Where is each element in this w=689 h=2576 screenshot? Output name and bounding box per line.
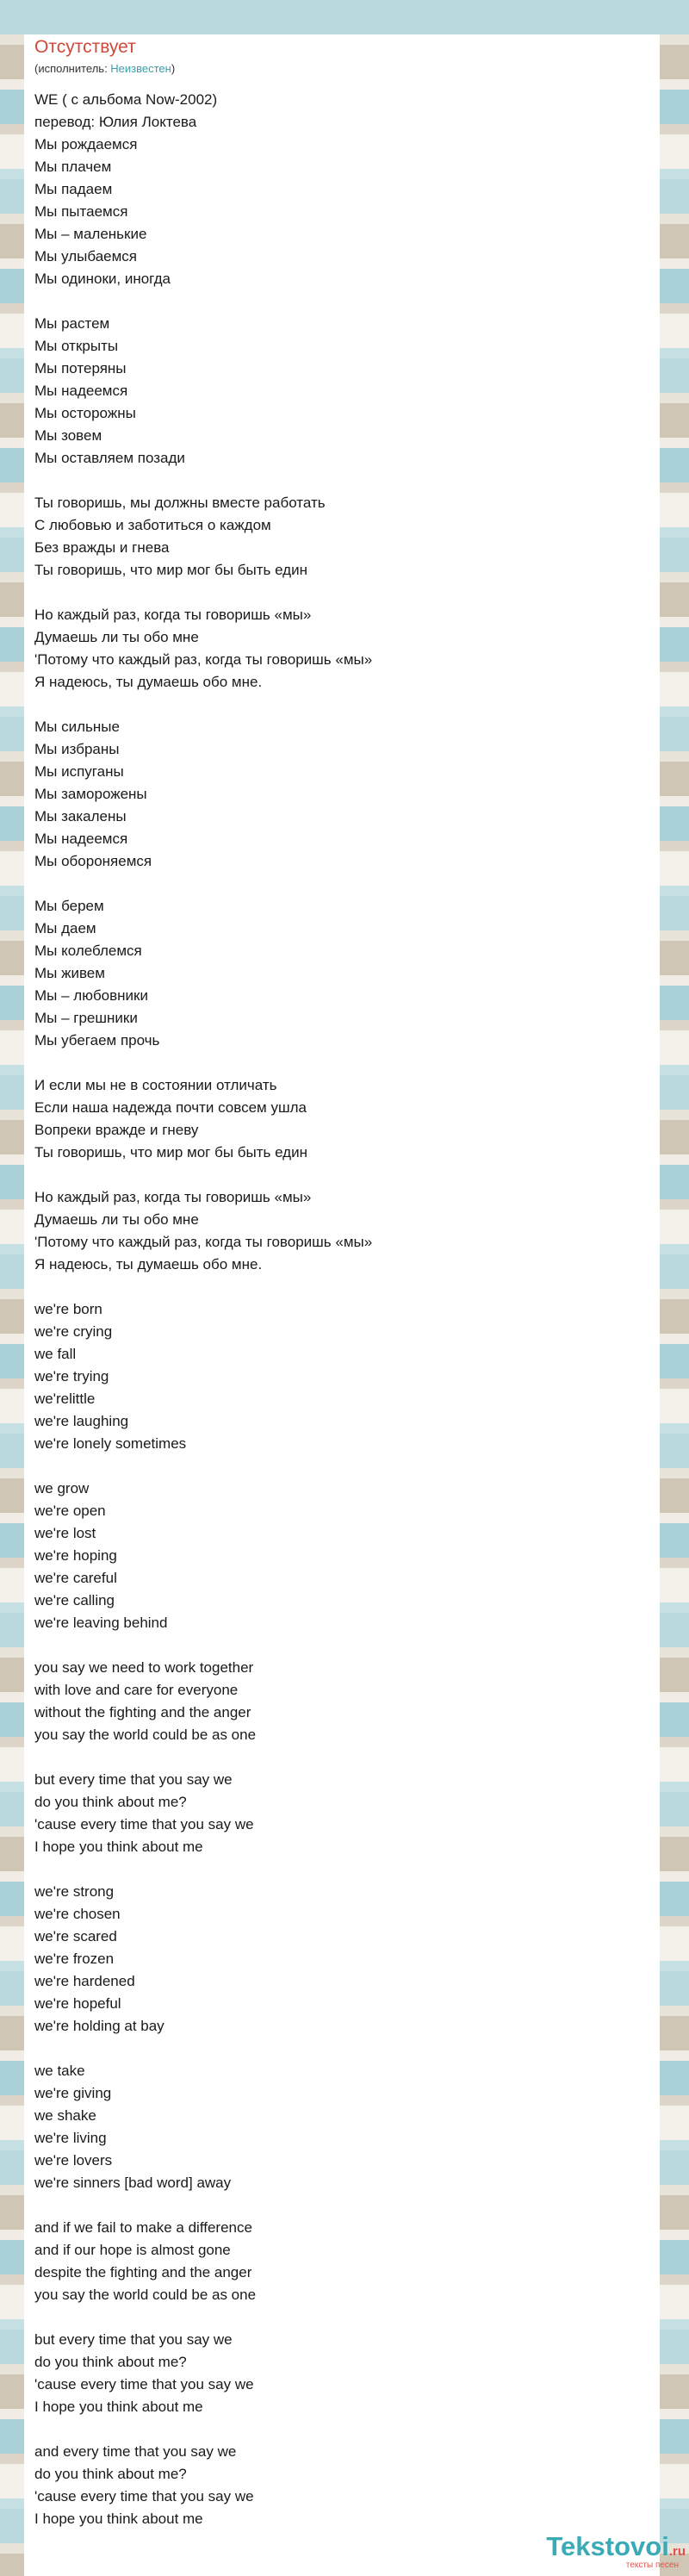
lyric-line: and if our hope is almost gone xyxy=(34,2242,231,2258)
lyric-line: 'cause every time that you say we xyxy=(34,2488,254,2504)
lyric-line: Мы – любовники xyxy=(34,987,148,1004)
stanza-break xyxy=(34,470,637,492)
stanza-break xyxy=(34,2194,637,2217)
lyrics-body xyxy=(34,89,637,2530)
lyric-line: you say the world could be as one xyxy=(34,2287,257,2303)
lyric-line: we're hardened xyxy=(34,1973,135,1989)
lyric-line: we're scared xyxy=(34,1928,117,1944)
site-logo-domain: .ru xyxy=(668,2544,686,2559)
lyric-line: we're leaving behind xyxy=(34,1615,168,1631)
lyric-line: Мы сильные xyxy=(34,719,120,735)
performer-line xyxy=(34,62,175,76)
lyric-line: do you think about me? xyxy=(34,2354,187,2370)
lyric-line: we're born xyxy=(34,1301,102,1317)
lyric-line: we're giving xyxy=(34,2085,112,2101)
lyric-line: Мы осторожны xyxy=(34,405,136,421)
lyric-line: Мы потеряны xyxy=(34,360,127,376)
site-logo-text: Tekstovoi xyxy=(546,2531,669,2561)
lyric-line: Мы улыбаемся xyxy=(34,248,138,264)
lyric-line: Мы испуганы xyxy=(34,763,124,780)
lyric-line: we take xyxy=(34,2063,85,2079)
lyric-line: we're strong xyxy=(34,1883,115,1900)
lyric-line: we're laughing xyxy=(34,1413,129,1429)
stanza-break xyxy=(34,1746,637,1769)
stanza-break xyxy=(34,2418,637,2441)
lyric-line: Мы растем xyxy=(34,315,110,332)
lyric-line: 'Потому что каждый раз, когда ты говоришь «мы» xyxy=(34,1234,373,1250)
song-title: Отсутствует xyxy=(34,37,136,57)
stanza-break xyxy=(34,873,637,895)
lyric-line: we're holding at bay xyxy=(34,2018,164,2034)
stanza-break xyxy=(34,1164,637,1186)
site-logo-tagline: тексты песен xyxy=(625,2560,679,2570)
lyric-line: we're calling xyxy=(34,1592,115,1608)
stanza-break xyxy=(34,1858,637,1881)
lyric-line: you say we need to work together xyxy=(34,1659,254,1676)
lyric-line: Мы пытаемся xyxy=(34,203,128,220)
lyric-line: we're chosen xyxy=(34,1906,121,1922)
lyric-line: we'relittle xyxy=(34,1391,96,1407)
lyric-line: Мы рождаемся xyxy=(34,136,138,152)
lyric-line: Мы открыты xyxy=(34,338,119,354)
lyric-line: but every time that you say we xyxy=(34,1771,233,1788)
lyric-line: Мы убегаем прочь xyxy=(34,1032,160,1048)
performer-suffix: ) xyxy=(171,62,176,75)
lyric-line: Ты говоришь, что мир мог бы быть един xyxy=(34,1144,307,1160)
lyric-line: Ты говоришь, что мир мог бы быть един xyxy=(34,562,307,578)
lyric-line: 'cause every time that you say we xyxy=(34,2376,254,2392)
lyric-line: without the fighting and the anger xyxy=(34,1704,251,1720)
lyric-line: I hope you think about me xyxy=(34,2399,203,2415)
stanza-break xyxy=(34,1052,637,1074)
lyric-line: Мы надеемся xyxy=(34,383,128,399)
lyric-line: Мы надеемся xyxy=(34,831,128,847)
lyric-line: with love and care for everyone xyxy=(34,1682,239,1698)
lyric-line: 'cause every time that you say we xyxy=(34,1816,254,1832)
lyric-line: Мы колеблемся xyxy=(34,943,142,959)
lyric-line: we're lost xyxy=(34,1525,96,1541)
lyric-line: Думаешь ли ты обо мне xyxy=(34,629,199,645)
lyric-line: И если мы не в состоянии отличать xyxy=(34,1077,277,1093)
stanza-break xyxy=(34,1455,637,1478)
lyric-line: Мы одиноки, иногда xyxy=(34,271,171,287)
lyric-line: we're careful xyxy=(34,1570,117,1586)
lyric-line: Мы – маленькие xyxy=(34,226,147,242)
lyric-line: Мы даем xyxy=(34,920,96,936)
lyric-line: Я надеюсь, ты думаешь обо мне. xyxy=(34,1256,263,1272)
lyric-line: we're open xyxy=(34,1503,106,1519)
lyric-line: do you think about me? xyxy=(34,1794,187,1810)
lyric-line: do you think about me? xyxy=(34,2466,187,2482)
lyric-line: Но каждый раз, когда ты говоришь «мы» xyxy=(34,1189,312,1205)
lyric-line: we fall xyxy=(34,1346,77,1362)
lyric-line: but every time that you say we xyxy=(34,2331,233,2348)
lyric-line: 'Потому что каждый раз, когда ты говоришь «мы» xyxy=(34,651,373,668)
lyric-line: Но каждый раз, когда ты говоришь «мы» xyxy=(34,607,312,623)
stanza-break xyxy=(34,2038,637,2060)
lyric-line: we're trying xyxy=(34,1368,109,1384)
lyrics-sheet xyxy=(24,34,686,2576)
lyric-line: we're hopeful xyxy=(34,1995,121,2012)
lyric-line: Думаешь ли ты обо мне xyxy=(34,1211,199,1228)
lyric-line: С любовью и заботиться о каждом xyxy=(34,517,271,533)
stanza-break xyxy=(34,1276,637,1298)
lyric-line: we shake xyxy=(34,2107,96,2124)
lyric-line: Ты говоришь, мы должны вместе работать xyxy=(34,495,326,511)
lyric-line: Я надеюсь, ты думаешь обо мне. xyxy=(34,674,263,690)
stanza-break xyxy=(34,582,637,604)
lyric-line: Мы падаем xyxy=(34,181,113,197)
lyric-line: Мы берем xyxy=(34,898,104,914)
lyric-line: we're lovers xyxy=(34,2152,113,2168)
lyric-line: we're frozen xyxy=(34,1951,115,1967)
lyric-line: we're lonely sometimes xyxy=(34,1435,187,1452)
stanza-break xyxy=(34,290,637,313)
lyric-line: you say the world could be as one xyxy=(34,1727,257,1743)
stanza-break xyxy=(34,1634,637,1657)
performer-prefix: (исполнитель: xyxy=(34,62,111,75)
lyric-line: Мы живем xyxy=(34,965,105,981)
site-logo[interactable] xyxy=(513,2532,686,2575)
lyric-line: Если наша надежда почти совсем ушла xyxy=(34,1099,307,1116)
lyric-line: Мы заморожены xyxy=(34,786,147,802)
lyric-line: we're sinners [bad word] away xyxy=(34,2175,232,2191)
lyric-line: Мы зовем xyxy=(34,427,102,444)
lyric-line: WE ( с альбома Now-2002) xyxy=(34,91,218,108)
lyric-line: we grow xyxy=(34,1480,90,1496)
lyric-line: and if we fail to make a difference xyxy=(34,2219,252,2236)
stanza-break xyxy=(34,2306,637,2329)
lyric-line: and every time that you say we xyxy=(34,2443,237,2460)
lyric-line: I hope you think about me xyxy=(34,2511,203,2527)
lyric-line: we're living xyxy=(34,2130,107,2146)
lyric-line: I hope you think about me xyxy=(34,1839,203,1855)
lyric-line: Вопреки вражде и гневу xyxy=(34,1122,199,1138)
lyric-line: we're hoping xyxy=(34,1547,117,1564)
lyric-line: Без вражды и гнева xyxy=(34,539,170,556)
lyric-line: перевод: Юлия Локтева xyxy=(34,114,197,130)
lyric-line: Мы оставляем позади xyxy=(34,450,185,466)
lyric-line: Мы – грешники xyxy=(34,1010,138,1026)
stanza-break xyxy=(34,694,637,716)
performer-link[interactable]: Неизвестен xyxy=(110,62,171,75)
lyric-line: we're crying xyxy=(34,1323,113,1340)
lyric-line: Мы обороняемся xyxy=(34,853,152,869)
lyric-line: Мы плачем xyxy=(34,159,112,175)
lyric-line: Мы избраны xyxy=(34,741,120,757)
lyric-line: Мы закалены xyxy=(34,808,127,824)
lyric-line: despite the fighting and the anger xyxy=(34,2264,252,2280)
